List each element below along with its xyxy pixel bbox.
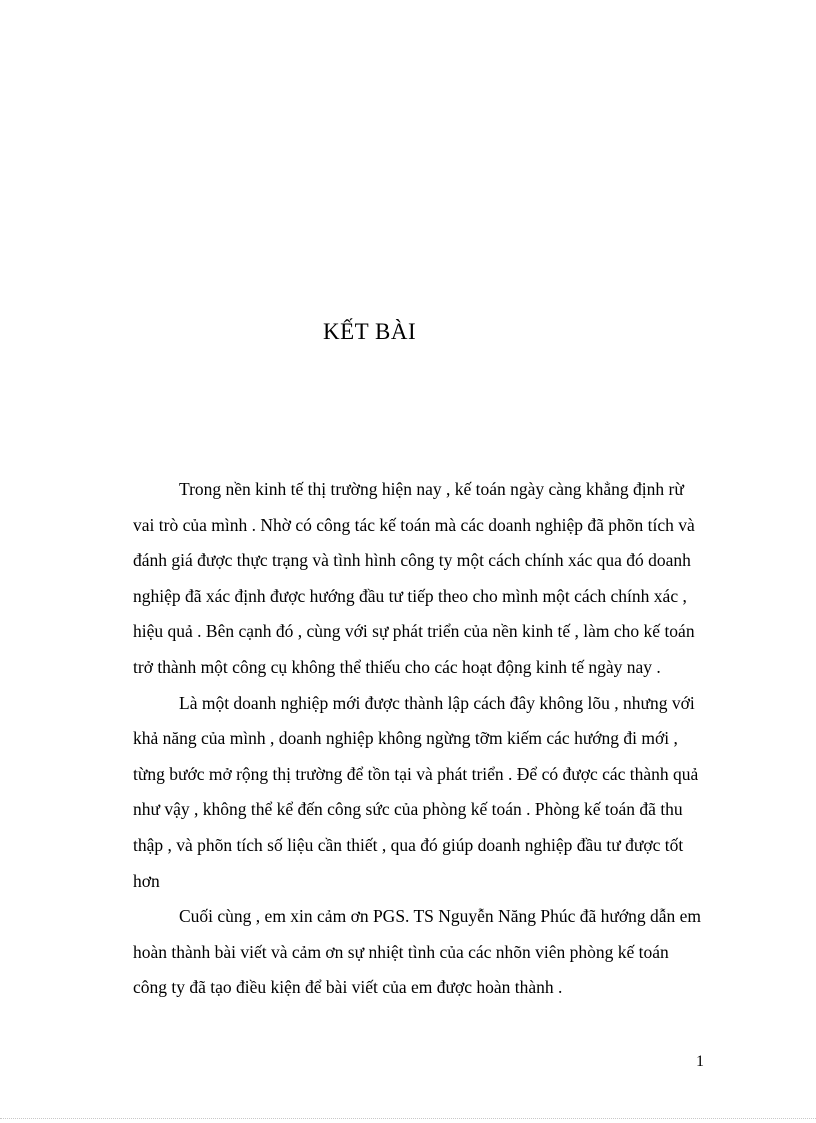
paragraph-1-line-6: trở thành một công cụ không thể thiếu cho các hoạt động kinh tế ngày nay .	[133, 656, 661, 677]
page-title: KẾT BÀI	[323, 319, 417, 344]
paragraph-2-line-3: từng bước mở rộng thị trường để tồn tại và phát triển . Để có được các thành quả	[133, 763, 699, 784]
body-text	[133, 472, 733, 1006]
paragraph-1-line-2: vai trò của mình . Nhờ có công tác kế toán mà các doanh nghiệp đã phõn tích và	[133, 514, 695, 535]
paragraph-2-line-4: như vậy , không thể kể đến công sức của phòng kế toán . Phòng kế toán đã thu	[133, 799, 683, 820]
paragraph-2-line-1: Là một doanh nghiệp mới được thành lập cách đây không lõu , nhưng với	[179, 692, 695, 713]
paragraph-1-line-3: đánh giá được thực trạng và tình hình công ty một cách chính xác qua đó doanh	[133, 550, 691, 571]
paragraph-3-line-3: công ty đã tạo điều kiện để bài viết của em được hoàn thành .	[133, 977, 563, 998]
page-bottom-divider	[0, 1118, 816, 1119]
paragraph-1-line-1: Trong nền kinh tế thị trường hiện nay , kế toán ngày càng khẳng định rừ	[179, 479, 684, 499]
paragraph-1-line-4: nghiệp đã xác định được hướng đầu tư tiếp theo cho mình một cách chính xác ,	[133, 585, 687, 606]
paragraph-3-line-1: Cuối cùng , em xin cảm ơn PGS. TS Nguyễn Năng Phúc đã hướng dẫn em	[179, 906, 701, 927]
paragraph-2-line-6: hơn	[133, 870, 160, 891]
page-number: 1	[696, 1053, 704, 1070]
paragraph-2-line-2: khả năng của mình , doanh nghiệp không ngừng tỡm kiếm các hướng đi mới ,	[133, 728, 678, 749]
paragraph-1-line-5: hiệu quả . Bên cạnh đó , cùng với sự phát triển của nền kinh tế , làm cho kế toán	[133, 621, 695, 642]
paragraph-2-line-5: thập , và phõn tích số liệu cần thiết , qua đó giúp doanh nghiệp đầu tư được tốt	[133, 834, 684, 855]
paragraph-3-line-2: hoàn thành bài viết và cảm ơn sự nhiệt tình của các nhõn viên phòng kế toán	[133, 941, 669, 962]
